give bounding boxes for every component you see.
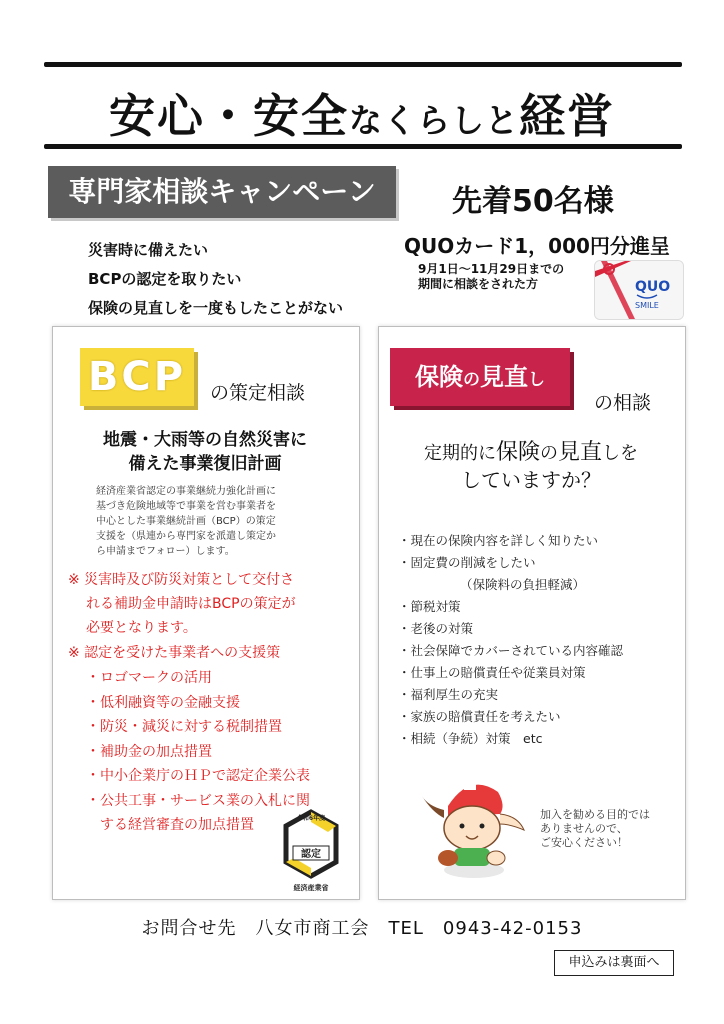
period-line: 9月1日～11月29日までの	[418, 262, 565, 276]
tag-part: の	[463, 370, 480, 390]
title-part-management: 経営	[519, 89, 615, 143]
campaign-banner: 専門家相談キャンペーン	[48, 166, 396, 218]
bcp-heading-line: 地震・大雨等の自然災害に	[103, 430, 307, 450]
page-title	[0, 80, 724, 146]
check-item: ・福利厚生の充実	[398, 687, 499, 702]
support-item: ・公共工事・サービス業の入札に関	[86, 792, 310, 809]
bcp-suffix: の策定相談	[210, 382, 306, 404]
hoken-suffix: の相談	[594, 392, 652, 414]
note-line: ※ 災害時及び防災対策として交付さ	[68, 572, 295, 588]
title-part-safety: 安心・安全	[109, 89, 349, 143]
first-come-text: 先着50名様	[452, 184, 614, 219]
hoken-tag	[390, 348, 570, 406]
top-rule	[44, 62, 682, 67]
needs-list	[88, 236, 343, 323]
note-line: 必要となります。	[86, 620, 197, 636]
check-item: ・節税対策	[398, 599, 461, 614]
bcp-desc-line: 支援を（県連から専門家を派遣し策定か	[96, 531, 276, 542]
bcp-desc-line: 中心とした事業継続計画（BCP）の策定	[96, 516, 276, 527]
check-item: ・固定費の削減をしたい	[398, 555, 536, 570]
mascot-note	[540, 808, 650, 850]
bcp-heading-line: 備えた事業復旧計画	[128, 454, 282, 474]
check-item: ・家族の賠償責任を考えたい	[398, 709, 561, 724]
support-item: ・中小企業庁のＨＰで認定企業公表	[86, 768, 310, 784]
title-part-life: なくらしと	[349, 101, 519, 140]
support-list	[86, 666, 310, 838]
check-item: ・老後の対策	[398, 621, 474, 636]
question-part: 保険	[495, 440, 540, 465]
mascot-note-line: 加入を勧める目的では	[540, 808, 650, 821]
seal-center: 認定	[301, 849, 321, 860]
tag-part: 見直	[480, 363, 528, 391]
check-item: ・仕事上の賠償責任や従業員対策	[398, 665, 586, 680]
support-item: する経営審査の加点措置	[86, 817, 254, 833]
check-item: （保険料の負担軽減）	[460, 577, 586, 592]
gift-text: QUOカード1，000円分進呈	[404, 234, 670, 258]
question-part: の	[540, 443, 558, 464]
bcp-desc-line: 経済産業省認定の事業継続力強化計画に	[96, 486, 276, 497]
mascot-note-line: ご安心ください！	[540, 836, 628, 849]
support-item: ・低利融資等の金融支援	[86, 694, 240, 711]
check-item: ・相続（争続）対策 etc	[398, 731, 543, 746]
check-item: ・現在の保険内容を詳しく知りたい	[398, 533, 599, 548]
question-line: していますか？	[461, 468, 601, 492]
needs-item: 保険の見直しを一度もしたことがない	[88, 299, 344, 317]
period-line: 期間に相談をされた方	[418, 277, 539, 291]
bcp-note-support: ※ 認定を受けた事業者への支援策	[68, 645, 281, 661]
certification-seal	[278, 806, 344, 894]
tag-part: 保険	[415, 363, 463, 391]
bcp-tag: BCP	[80, 348, 194, 406]
seal-bottom: 経済産業省	[293, 884, 329, 892]
question-line	[386, 440, 676, 467]
seal-icon	[278, 806, 344, 894]
card-sub: SMILE	[635, 301, 659, 310]
gift-card-icon	[595, 261, 683, 319]
support-item: ・防災・減災に対する税制措置	[86, 719, 282, 735]
bcp-note-subsidy	[68, 568, 296, 640]
needs-item: BCPの認定を取りたい	[88, 270, 242, 288]
mascot-note-line: ありませんので、	[540, 822, 628, 835]
support-item: ・ロゴマークの活用	[86, 670, 212, 686]
question-part: 定期的に	[423, 443, 496, 464]
quo-card-image	[594, 260, 684, 320]
note-line: れる補助金申請時はBCPの策定が	[86, 596, 296, 612]
seal-top: 令和6年度	[296, 815, 326, 822]
back-side-note: 申込みは裏面へ	[554, 950, 674, 976]
support-item: ・補助金の加点措置	[86, 743, 212, 760]
hoken-check-list	[398, 530, 623, 750]
needs-item: 災害時に備えたい	[88, 241, 209, 259]
campaign-period	[418, 262, 564, 292]
question-part: 見直	[558, 440, 603, 465]
bottom-rule	[44, 144, 682, 149]
mascot-image	[408, 766, 530, 884]
card-brand: QUO	[635, 279, 671, 295]
hoken-question	[386, 440, 676, 493]
bcp-description	[96, 484, 336, 559]
check-item: ・社会保障でカバーされている内容確認	[398, 643, 624, 658]
contact-info: お問合せ先 八女市商工会 TEL 0943-42-0153	[141, 918, 583, 939]
bcp-heading	[60, 428, 350, 476]
question-part: しを	[602, 443, 639, 464]
bcp-desc-line: 基づき危険地域等で事業を営む事業者を	[96, 501, 276, 512]
bcp-desc-line: ら申請までフォロー）します。	[96, 546, 235, 557]
tag-part: し	[528, 370, 545, 390]
mascot-icon	[408, 766, 530, 884]
